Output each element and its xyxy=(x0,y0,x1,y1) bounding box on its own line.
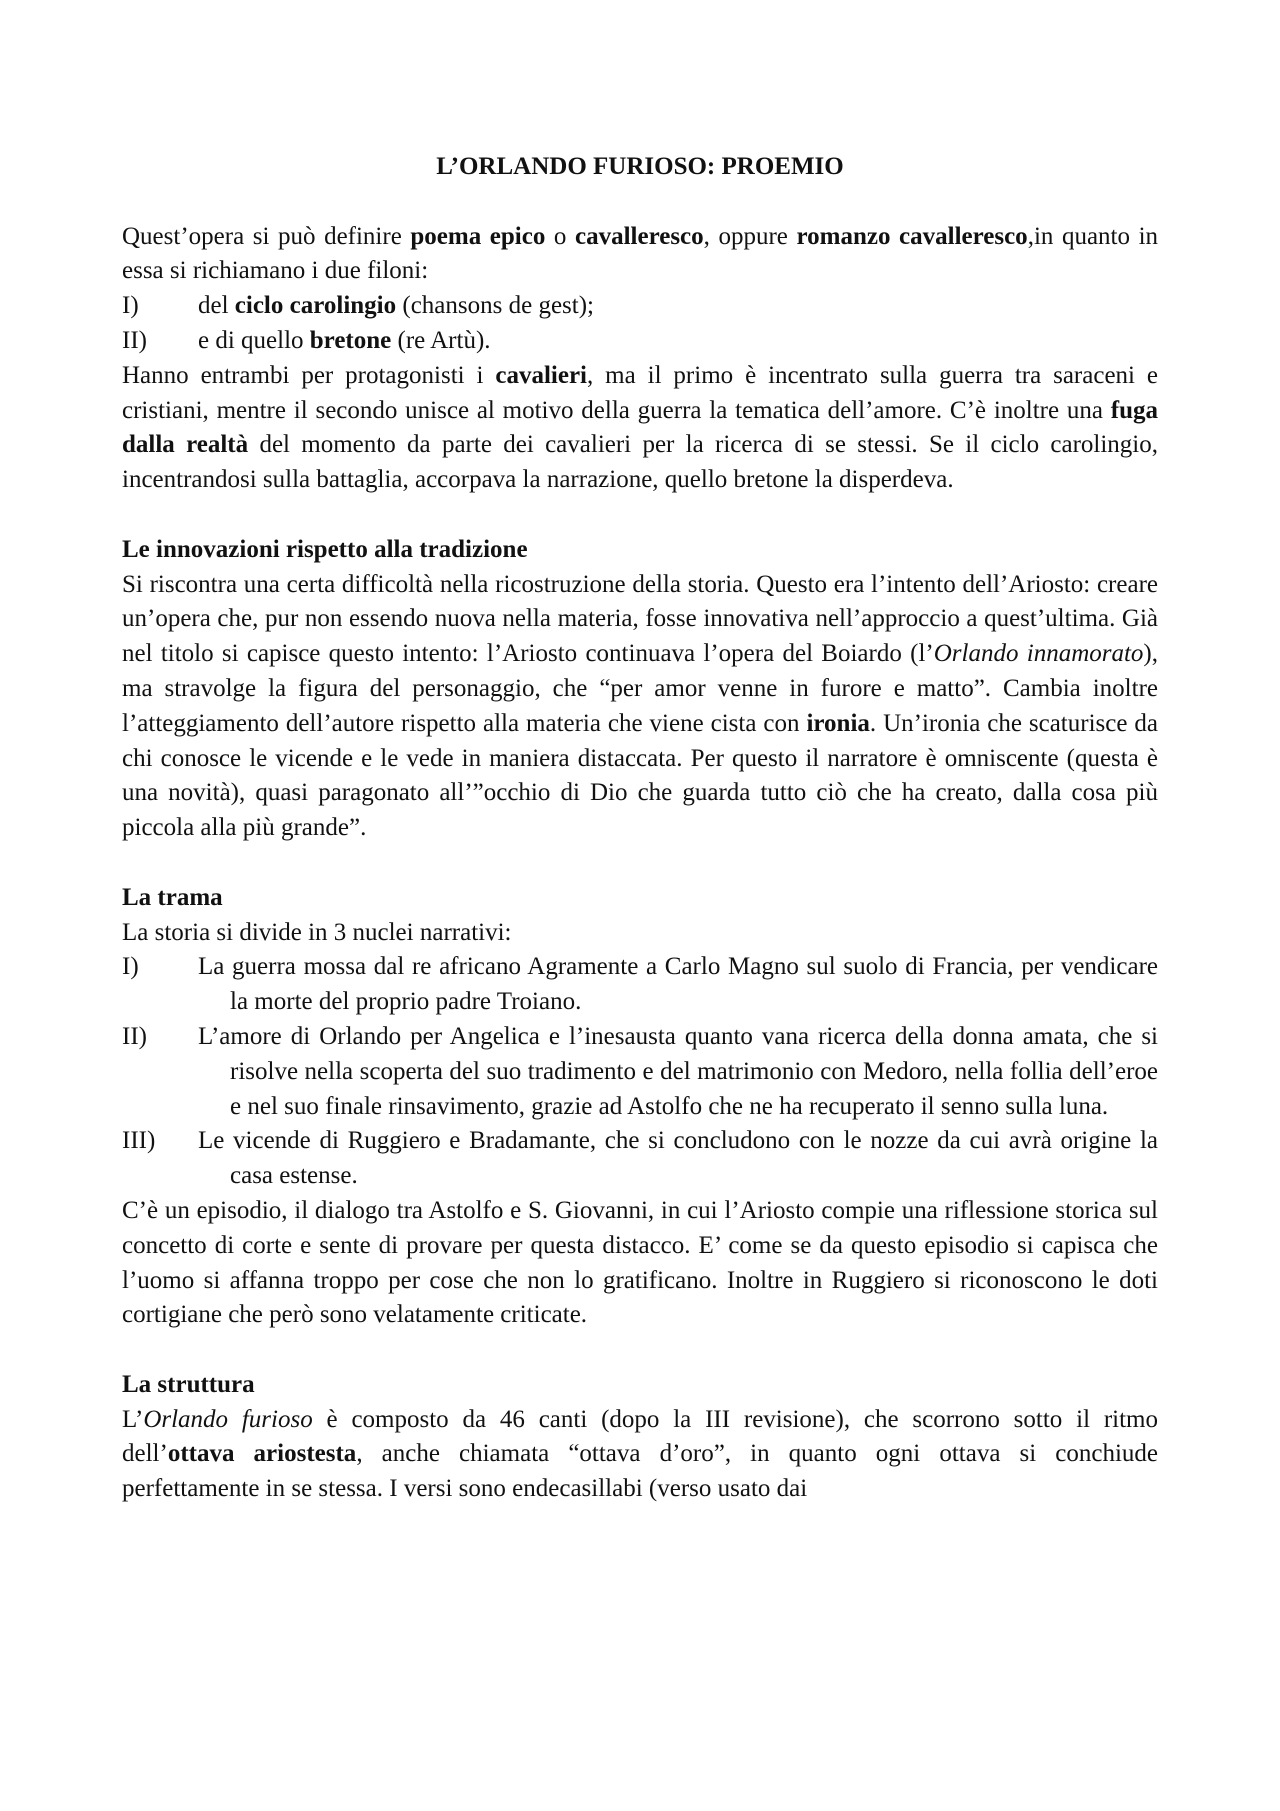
text-run: o xyxy=(545,222,575,250)
list-item-text xyxy=(198,327,491,354)
text-run: , oppure xyxy=(703,222,797,250)
bold-run: poema epico xyxy=(410,222,546,250)
text-run: ), ma stravolge la figura del personaggio, che “per amor venne in furore e matto”. Cambia inoltre l’atteggiamento dell’autore rispetto alla materia che viene cista con xyxy=(122,640,1158,737)
list-item-text: Le vicende di Ruggiero e Bradamante, che si concludono con le nozze da cui avrà origine la casa estense. xyxy=(198,1127,1158,1190)
list-item-text xyxy=(198,292,594,319)
list-marker: II) xyxy=(122,1022,147,1050)
text-run: L’ xyxy=(122,1405,144,1433)
text-run: Si riscontra una certa difficoltà nella ricostruzione della storia. Questo era l’intento dell’Ariosto: creare un’opera che, pur non essendo nuova nella materia, fosse innovativa nell’approccio a quest’ultima. Già nel titolo si capisce questo intento: l’Ariosto continuava l’opera del Boiardo (l’ xyxy=(122,570,1158,668)
text-run: (re Artù). xyxy=(391,326,491,354)
bold-run: bretone xyxy=(309,326,392,354)
bold-run: ottava ariostesta xyxy=(167,1440,357,1468)
list-marker: I) xyxy=(122,953,139,981)
list-item xyxy=(122,1124,1158,1194)
text-run: del momento da parte dei cavalieri per la ricerca di se stessi. Se il ciclo carolingio, incentrandosi sulla battaglia, accorpava la narrazione, quello bretone la disperdeva. xyxy=(122,431,1158,494)
bold-run: ironia xyxy=(806,709,870,737)
text-run: è composto da 46 canti (dopo la III revisione), che scorrono sotto il ritmo dell’ xyxy=(122,1405,1158,1468)
document-title: L’ORLANDO FURIOSO: PROEMIO xyxy=(436,153,844,180)
innovazioni-paragraph xyxy=(122,568,1158,846)
list-marker: II) xyxy=(122,326,147,354)
list-item-text: La guerra mossa dal re africano Agramente a Carlo Magno sul suolo di Francia, per vendicare la morte del proprio padre Troiano. xyxy=(198,953,1158,1016)
text-run: , ma il primo è incentrato sulla guerra tra saraceni e cristiani, mentre il secondo unisce al motivo della guerra la tematica dell’amore. C’è inoltre una xyxy=(122,361,1158,424)
list-item xyxy=(122,950,1158,1020)
list-item xyxy=(122,289,1158,324)
text-run: (chansons de gest); xyxy=(396,292,594,320)
intro-paragraph xyxy=(122,220,1158,290)
intro-paragraph-2 xyxy=(122,359,1158,498)
list-item-text: L’amore di Orlando per Angelica e l’inesausta quanto vana ricerca della donna amata, che si risolve nella scoperta del suo tradimento e del matrimonio con Medoro, nella follia dell’eroe e nel suo finale rinsavimento, grazie ad Astolfo che ne ha recuperato il senno sulla luna. xyxy=(198,1022,1158,1120)
blank-line xyxy=(122,846,1158,881)
text-column xyxy=(122,150,1158,1507)
struttura-paragraph xyxy=(122,1403,1158,1507)
section-heading-innovazioni: Le innovazioni rispetto alla tradizione xyxy=(122,535,528,563)
text-run: e di quello xyxy=(198,326,310,354)
blank-line xyxy=(122,1333,1158,1368)
text-run: Quest’opera si può definire xyxy=(122,222,411,250)
trama-list xyxy=(122,950,1158,1194)
italic-run: Orlando furioso xyxy=(143,1405,313,1433)
bold-run: ciclo carolingio xyxy=(234,292,397,320)
text-run: ,in quanto in essa si richiamano i due filoni: xyxy=(122,222,1159,285)
text-run: . Un’ironia che scaturisce da chi conosce le vicende e le vede in maniera distaccata. Per questo il narratore è omniscente (questa è una novità), quasi paragonato all’”occhio di Dio che guarda tutto ciò che ha creato, dalla cosa più piccola alla più grande”. xyxy=(122,709,1158,842)
text-run: , anche chiamata “ottava d’oro”, in quanto ogni ottava si conchiude perfettamente in se stessa. I versi sono endecasillabi (verso usato dai xyxy=(122,1440,1158,1503)
trama-paragraph: C’è un episodio, il dialogo tra Astolfo e S. Giovanni, in cui l’Ariosto compie una riflessione storica sul concetto di corte e sente di provare per questa distacco. E’ come se da questo episodio si capisca che l’uomo si affanna troppo per cose che non lo gratificano. Inoltre in Ruggiero si riconoscono le doti cortigiane che però sono velatamente criticate. xyxy=(122,1196,1158,1329)
text-run: Hanno entrambi per protagonisti i xyxy=(122,361,496,389)
bold-run: romanzo cavalleresco xyxy=(796,222,1028,250)
list-item xyxy=(122,1020,1158,1124)
bold-run: cavalleresco xyxy=(575,222,704,250)
list-marker: III) xyxy=(122,1127,156,1155)
text-run: del xyxy=(198,292,235,320)
trama-intro: La storia si divide in 3 nuclei narrativi: xyxy=(122,918,512,946)
italic-run: Orlando innamorato xyxy=(933,640,1144,668)
section-heading-struttura: La struttura xyxy=(122,1370,255,1398)
blank-line xyxy=(122,498,1158,533)
section-heading-trama: La trama xyxy=(122,883,223,911)
intro-list xyxy=(122,289,1158,359)
bold-run: cavalieri xyxy=(495,361,588,389)
list-item xyxy=(122,324,1158,359)
list-marker: I) xyxy=(122,292,139,320)
bold-run: fuga dalla realtà xyxy=(122,396,1158,459)
